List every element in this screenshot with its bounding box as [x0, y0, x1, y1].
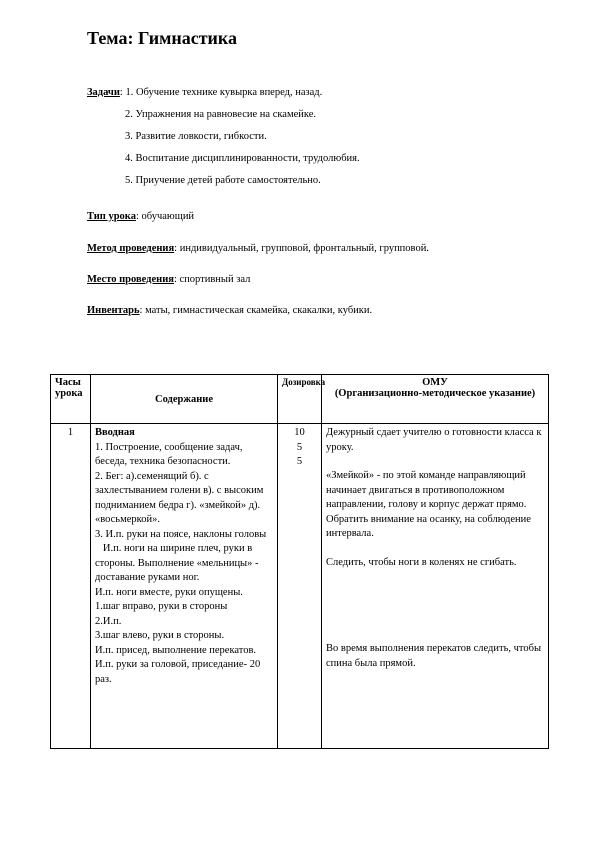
omu-note: Дежурный сдает учителю о готовности класса к уроку.	[326, 427, 542, 453]
task-item: 5. Приучение детей работе самостоятельно.	[125, 175, 321, 186]
page-title: Тема: Гимнастика	[87, 28, 238, 48]
row-omu	[322, 424, 549, 749]
lesson-method: Метод проведения: индивидуальный, групповой, фронтальный, групповой.	[87, 243, 429, 254]
lesson-place: Место проведения: спортивный зал	[87, 274, 251, 285]
lesson-inventory: Инвентарь: маты, гимнастическая скамейка, скакалки, кубики.	[87, 305, 373, 316]
section-title: Вводная	[95, 427, 135, 438]
lesson-type: Тип урока: обучающий	[87, 211, 195, 222]
content-line: И.п. ноги вместе, руки опущены.	[95, 586, 243, 598]
omu-note: Во время выполнения перекатов следить, чтобы спина была прямой.	[326, 643, 541, 669]
task-item: 4. Воспитание дисциплинированности, трудолюбия.	[125, 153, 360, 164]
omu-note: Обратить внимание на осанку, на соблюдение интервала.	[326, 513, 531, 539]
content-line: 3. И.п. руки на поясе, наклоны головы	[95, 528, 267, 540]
dosage-value: 5	[296, 441, 303, 453]
header-omu-subtitle: (Организационно-методическое указание)	[334, 388, 536, 399]
content-line: 3.шаг влево, руки в стороны.	[95, 630, 225, 641]
header-content: Содержание	[91, 375, 278, 424]
content-line: 2.И.п.	[95, 615, 122, 627]
row-number: 1	[51, 424, 91, 749]
task-item: 3. Развитие ловкости, гибкости.	[125, 131, 267, 142]
lesson-method-label: Метод проведения	[87, 243, 175, 254]
lesson-method-value: индивидуальный, групповой, фронтальный, групповой.	[177, 243, 429, 254]
dosage-value: 10	[294, 427, 305, 438]
content-line: 1. Построение, сообщение задач, беседа, техника безопасности.	[95, 441, 243, 467]
header-omu-title: ОМУ	[422, 377, 448, 388]
table-header-row	[51, 375, 549, 424]
content-line: И.п. присед, выполнение перекатов.	[95, 644, 257, 656]
lesson-table	[50, 374, 549, 749]
header-dosage: Дозировка	[278, 375, 322, 424]
header-hours: Часы урока	[51, 375, 91, 424]
task-item: 2. Упражнения на равновесие на скамейке.	[125, 109, 317, 120]
table-row	[51, 424, 549, 749]
task-item: 1. Обучение технике кувырка вперед, назад.	[125, 87, 323, 98]
lesson-place-value: спортивный зал	[176, 274, 251, 285]
tasks-label: Задачи	[87, 87, 120, 98]
task-line-1: Задачи: 1. Обучение технике кувырка вперед, назад.	[87, 87, 323, 98]
content-line: И.п. руки за головой, приседание- 20 раз.	[95, 659, 261, 685]
content-line: И.п. ноги на ширине плеч, руки в стороны. Выполнение «мельницы» - доставание руками ног.	[95, 543, 262, 583]
tasks-block	[87, 82, 360, 192]
content-line: 2. Бег: а).семенящий б). с захлестыванием голени в). с высоким подниманием бедра г). «змейкой» д). «восьмеркой».	[95, 470, 264, 525]
lesson-inventory-label: Инвентарь	[87, 305, 140, 316]
lesson-type-value: обучающий	[138, 211, 195, 222]
row-dosage	[278, 424, 322, 749]
row-content	[91, 424, 278, 749]
omu-note: Следить, чтобы ноги в коленях не сгибать.	[326, 556, 517, 568]
lesson-place-label: Место проведения	[87, 274, 174, 285]
lesson-type-label: Тип урока	[87, 211, 136, 222]
header-omu	[322, 375, 549, 424]
content-line: 1.шаг вправо, руки в стороны	[95, 601, 228, 612]
omu-note: «Змейкой» - по этой команде направляющий начинает двигаться в противоположном направлении, голову и корпус держат прямо.	[326, 470, 527, 510]
dosage-value: 5	[296, 456, 303, 467]
lesson-inventory-value: маты, гимнастическая скамейка, скакалки, кубики.	[142, 305, 373, 316]
